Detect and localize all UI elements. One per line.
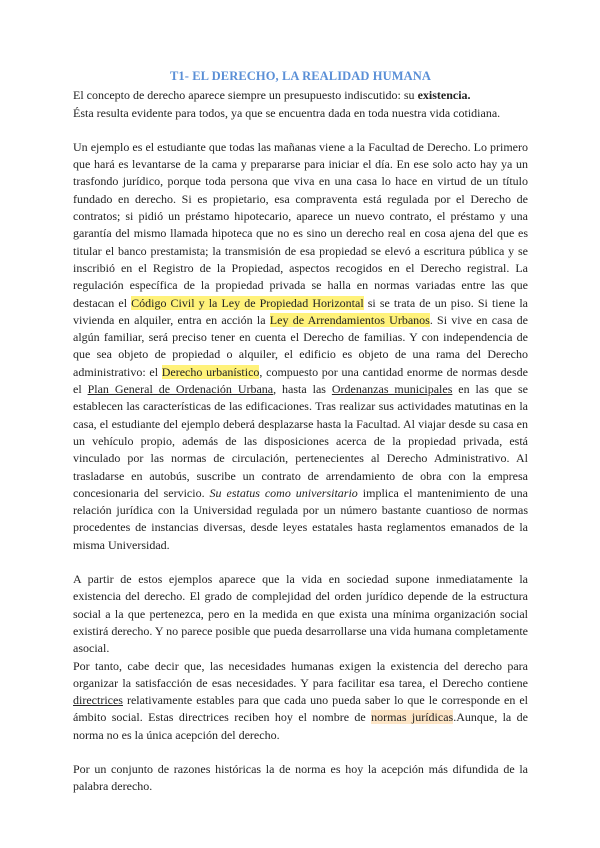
italic-estatus: Su estatus como universitario: [209, 485, 358, 500]
intro-line-2: Ésta resulta evidente para todos, ya que se encuentra dada en toda nuestra vida cotidiana.: [73, 105, 501, 120]
text-run: Por tanto, cabe decir que, las necesidades humanas exigen la existencia del derecho para organizar la satisfacción de esas necesidades. Y para facilitar esa tarea, el Derecho contiene: [73, 658, 528, 690]
spacer: [73, 744, 528, 761]
intro-line-1: [73, 87, 528, 104]
text-run: . Si vive en casa de algún familiar, será preciso tener en cuenta el Derecho de familias. Y con independencia de que sea objeto de propiedad o alquiler, el edificio es objeto de una rama del Derecho administrativo: el: [73, 312, 528, 379]
spacer: [73, 122, 528, 139]
paragraph-needs: [73, 658, 528, 744]
spacer: [73, 554, 528, 571]
intro-text: El concepto de derecho aparece siempre un presupuesto indiscutido: su: [73, 88, 418, 103]
text-run: si se trata de un piso. Si tiene la vivienda en alquiler, entra en acción la: [73, 295, 529, 327]
text-run: en las que se establecen las características de las edificaciones. Tras realizar sus actividades matutinas en la casa, el estudiante del ejemplo deberá desplazarse hasta la Facultad. Al viajar desde su casa en un vehículo propio, además de las disposiciones acerca de la propiedad privada, está vinculado por las normas de circulación, pertenecientes al Derecho Administrativo. Al trasladarse en autobús, suscribe un contrato de arrendamiento de obra con la empresa concesionaria del servicio.: [73, 382, 528, 500]
text-run: relativamente estables para que cada uno pueda saber lo que le corresponde en el ámbito social. Estas directrices reciben hoy el nombre de: [73, 693, 528, 725]
highlight-derecho-urbanistico: Derecho urbanístico: [161, 364, 260, 379]
paragraph-society: A partir de estos ejemplos aparece que la vida en sociedad supone inmediatamente la existencia del derecho. El grado de complejidad del orden jurídico depende de la estructura social a la que pertenezca, pero en la medida en que exista una mínima organización social existirá derecho. Y no parece posible que pueda desarrollarse una vida humana completamente asocial.: [73, 572, 528, 656]
paragraph-example: [73, 139, 528, 554]
document-title: T1- EL DERECHO, LA REALIDAD HUMANA: [169, 69, 432, 83]
text-run: Un ejemplo es el estudiante que todas las mañanas viene a la Facultad de Derecho. Lo primero que hará es levantarse de la cama y prepararse para iniciar el día. En ese solo acto hay ya un trasfondo jurídico, porque toda persona que viva en una casa lo hace en virtud de un título fundado en derecho. Si es propietario, esa compraventa está regulada por el Derecho de contratos; si pidió un préstamo hipotecario, aparece un nuevo contrato, el préstamo y una garantía del mismo llamada hipoteca que no es sino un derecho real en cosa ajena del que es titular el banco prestamista; la transmisión de esa propiedad se elevó a escritura pública y se inscribió en el Registro de la Propiedad, aspectos recogidos en el Derecho registral. La regulación específica de la propiedad privada se halla en normas variadas entre las que destacan el: [73, 139, 528, 310]
highlight-normas-juridicas: normas jurídicas: [371, 710, 454, 725]
intro-bold-word: existencia.: [417, 88, 471, 103]
paragraph-historical: Por un conjunto de razones históricas la de norma es hoy la acepción más difundida de la palabra derecho.: [73, 761, 528, 794]
highlight-codigo-civil: Código Civil y la Ley de Propiedad Horizontal: [131, 295, 364, 310]
text-run: implica el mantenimiento de una relación jurídica con la Universidad regulada por un número bastante cuantioso de normas procedentes de instancias diversas, desde leyes estatales hasta reglamentos emanados de la misma Universidad.: [73, 485, 528, 552]
highlight-ley-arrendamientos: Ley de Arrendamientos Urbanos: [269, 312, 430, 327]
underline-plan-general: Plan General de Ordenación Urbana: [87, 382, 274, 397]
document-body: [73, 68, 528, 796]
text-run: , compuesto por una cantidad enorme de normas desde el: [73, 364, 528, 397]
text-run: , hasta las: [273, 382, 332, 397]
underline-ordenanzas: Ordenanzas municipales: [331, 382, 453, 397]
underline-directrices: directrices: [73, 693, 123, 708]
text-run: .Aunque, la de norma no es la única acepción del derecho.: [73, 710, 528, 742]
